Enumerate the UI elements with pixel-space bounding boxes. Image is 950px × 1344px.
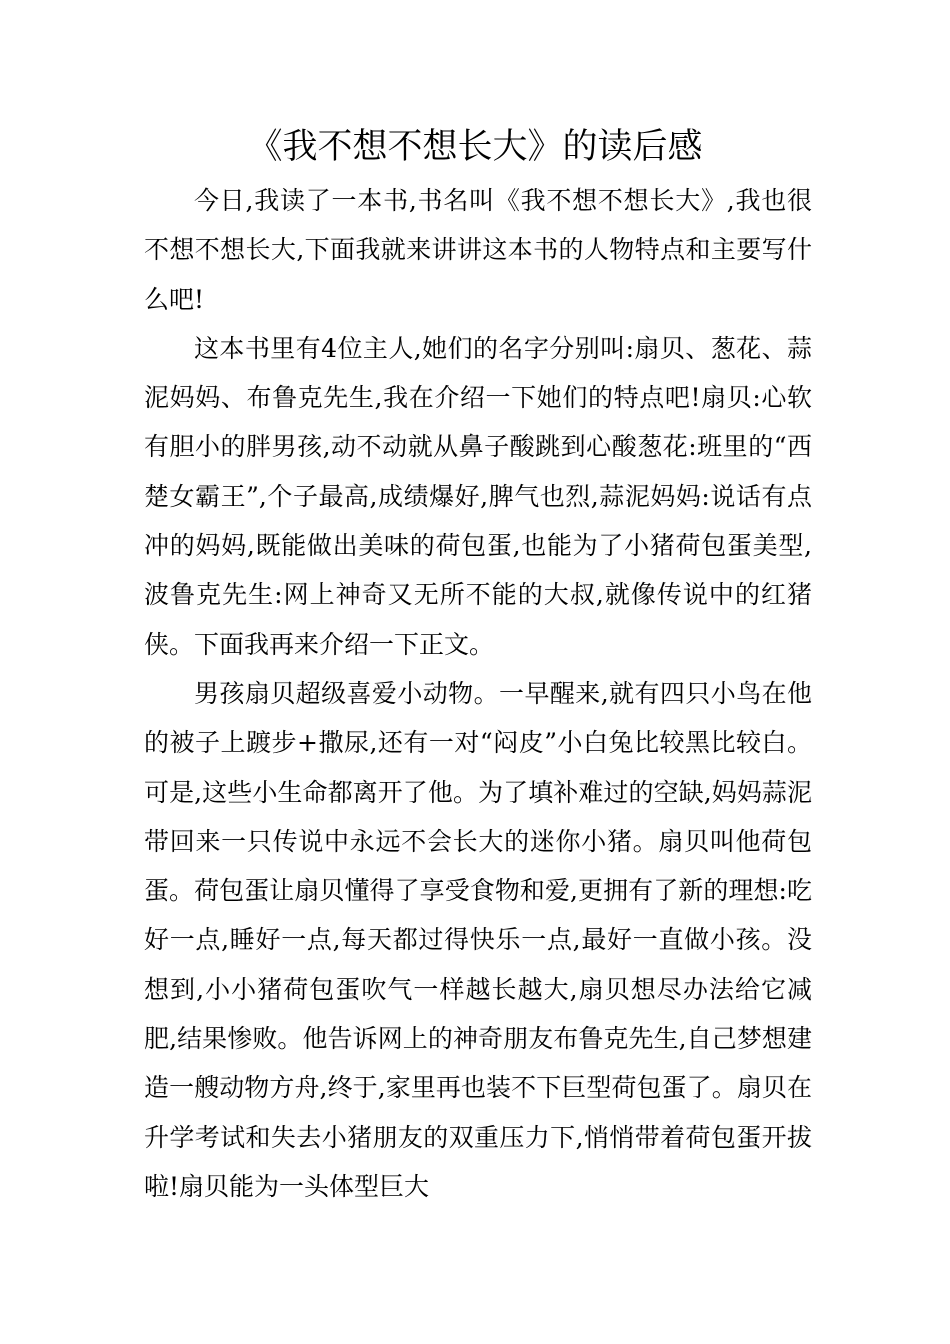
page-title: 《我不想不想长大》的读后感 bbox=[247, 127, 703, 167]
document-body bbox=[144, 176, 812, 1211]
paragraph-story: 男孩扇贝超级喜爱小动物。一早醒来,就有四只小鸟在他的被子上踱步+撒尿,还有一对“闷皮”小白兔比较黑比较白。可是,这些小生命都离开了他。为了填补难过的空缺,妈妈蒜泥带回来一只传说中永远不会长大的迷你小猪。扇贝叫他荷包蛋。荷包蛋让扇贝懂得了享受食物和爱,更拥有了新的理想:吃好一点,睡好一点,每天都过得快乐一点,最好一直做小孩。没想到,小小猪荷包蛋吹气一样越长越大,扇贝想尽办法给它减肥,结果惨败。他告诉网上的神奇朋友布鲁克先生,自己梦想建造一艘动物方舟,终于,家里再也装不下巨型荷包蛋了。扇贝在升学考试和失去小猪朋友的双重压力下,悄悄带着荷包蛋开拔啦!扇贝能为一头体型巨大 bbox=[144, 678, 812, 1201]
paragraph-characters: 这本书里有4位主人,她们的名字分别叫:扇贝、葱花、蒜泥妈妈、布鲁克先生,我在介绍一下她们的特点吧!扇贝:心软有胆小的胖男孩,动不动就从鼻子酸跳到心酸葱花:班里的“西楚女霸王”,个子最高,成绩爆好,脾气也烈,蒜泥妈妈:说话有点冲的妈妈,既能做出美味的荷包蛋,也能为了小猪荷包蛋美型,波鲁克先生:网上神奇又无所不能的大叔,就像传说中的红猪侠。下面我再来介绍一下正文。 bbox=[144, 333, 812, 659]
paragraph-intro: 今日,我读了一本书,书名叫《我不想不想长大》,我也很不想不想长大,下面我就来讲讲这本书的人物特点和主要写什么吧! bbox=[144, 186, 812, 314]
